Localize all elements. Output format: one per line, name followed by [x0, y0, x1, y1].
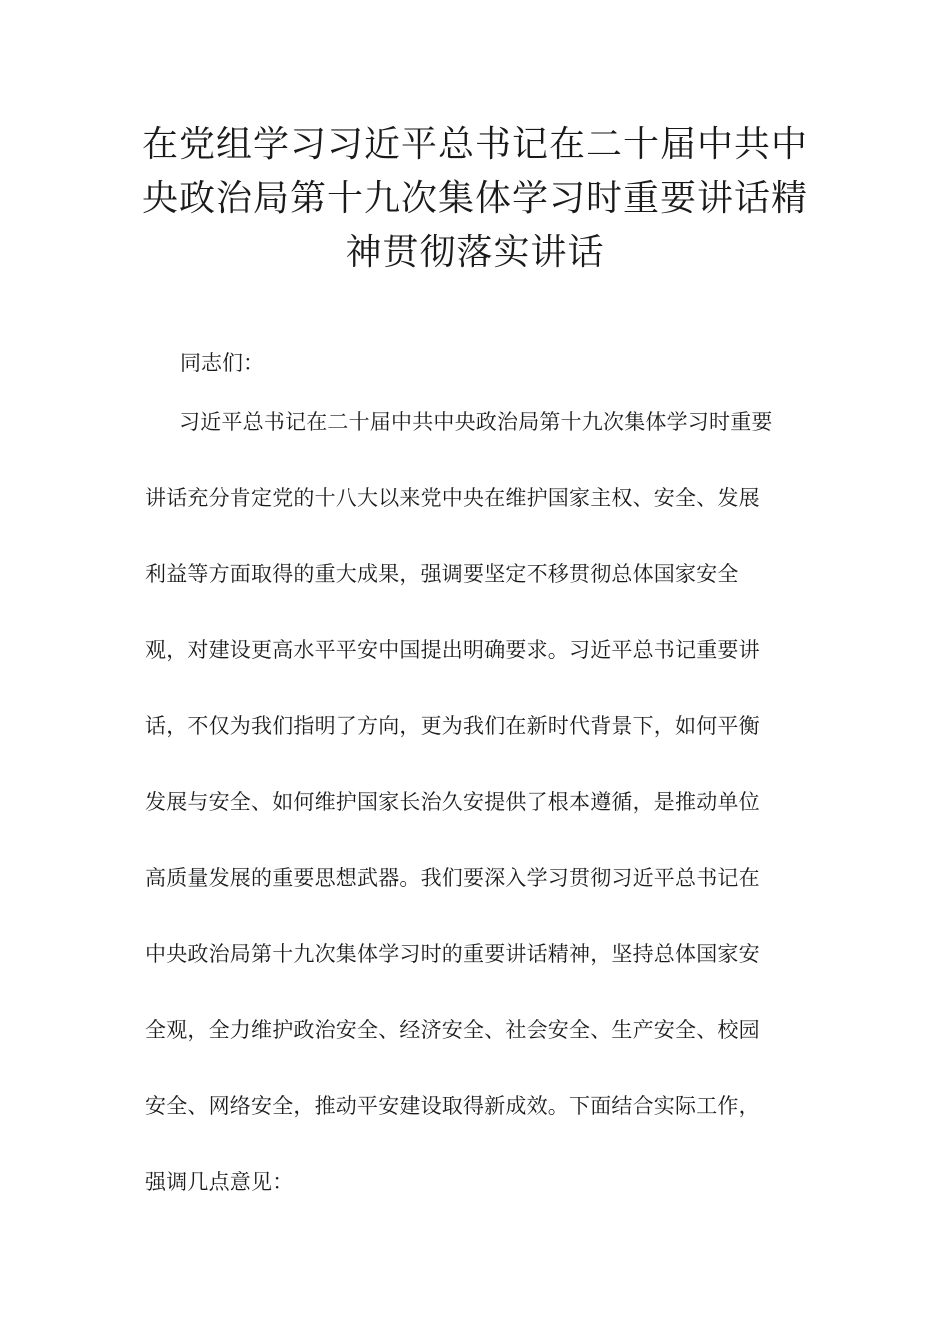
body-line: 习近平总书记在二十届中共中央政治局第十九次集体学习时重要 — [179, 410, 773, 434]
salutation: 同志们： — [180, 351, 264, 375]
body-line: 讲话充分肯定党的十八大以来党中央在维护国家主权、安全、发展 — [145, 486, 760, 510]
title-line: 央政治局第十九次集体学习时重要讲话精 — [141, 178, 808, 219]
document-title — [140, 118, 810, 280]
body-line: 中央政治局第十九次集体学习时的重要讲话精神，坚持总体国家安 — [145, 942, 760, 966]
title-line: 神贯彻落实讲话 — [345, 232, 605, 273]
body-paragraph — [145, 398, 815, 1234]
body-line: 高质量发展的重要思想武器。我们要深入学习贯彻习近平总书记在 — [145, 866, 760, 890]
title-line: 在党组学习习近平总书记在二十届中共中 — [141, 124, 808, 165]
body-line: 观，对建设更高水平平安中国提出明确要求。习近平总书记重要讲 — [145, 638, 760, 662]
body-line: 强调几点意见： — [145, 1170, 294, 1194]
body-line: 利益等方面取得的重大成果，强调要坚定不移贯彻总体国家安全 — [145, 562, 739, 586]
body-line: 安全、网络安全，推动平安建设取得新成效。下面结合实际工作， — [145, 1094, 760, 1118]
body-line: 发展与安全、如何维护国家长治久安提供了根本遵循，是推动单位 — [145, 790, 760, 814]
body-line: 话，不仅为我们指明了方向，更为我们在新时代背景下，如何平衡 — [145, 714, 760, 738]
body-line: 全观，全力维护政治安全、经济安全、社会安全、生产安全、校园 — [145, 1018, 760, 1042]
